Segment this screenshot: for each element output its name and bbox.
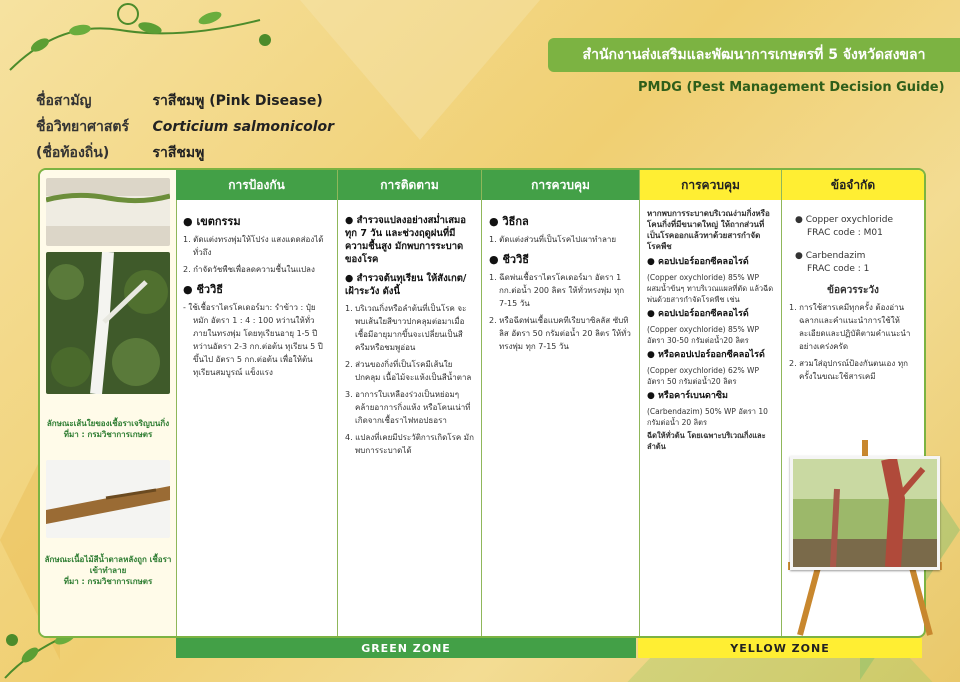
limit-2: ● Carbendazim (795, 251, 866, 261)
caution-item: 1. การใช้สารเคมีทุกครั้ง ต้องอ่านฉลากและคำแนะนำการใช้ให้ละเอียดและปฏิบัติตามคำแนะนำอย่างเคร่งครัด (789, 303, 911, 351)
control-body-yellow (640, 200, 781, 460)
prevention-item: - ใช้เชื้อราไตรโคเดอร์มา: รำข้าว : ปุ๋ยหมัก อัตรา 1 : 4 : 100 หว่านให้ทั่วภายในทรงพุ่ม โดยทุเรียนอายุ 1-5 ปี หว่านอัตรา 2-3 กก.ต่อต้น ทุเรียน 5 ปี ขึ้นไป อัตรา 5 กก.ต่อต้น เพื่อให้ต้นทุเรียนสมบูรณ์ แข็งแรง (183, 303, 323, 377)
limit-2-frac: FRAC code : 1 (807, 264, 870, 274)
control-column-green (482, 170, 640, 636)
monitoring-heading-2: ● สำรวจต้นทุเรียน ให้สังเกต/เฝ้าระวัง ดังนี้ (345, 273, 467, 297)
control-intro: หากพบการระบาดบริเวณง่ามกิ่งหรือโคนกิ่งที่มีขนาดใหญ่ ให้ถากส่วนที่เป็นโรคออกแล้วทาด้วยสารกำจัดโรคพืช (647, 209, 770, 251)
caption-1-source: ที่มา : กรมวิชาการเกษตร (63, 430, 153, 439)
white-branch-photo (46, 252, 170, 394)
caption-1-text: ลักษณะเส้นใยของเชื้อราเจริญบนกิ่ง (46, 419, 170, 428)
green-zone-bar: GREEN ZONE (176, 638, 636, 658)
prevention-heading-2: ● ชีววิธี (183, 283, 223, 296)
monitoring-item: 4. แปลงที่เคยมีประวัติการเกิดโรค มักพบการระบาดได้ (345, 433, 474, 455)
control-item: 1. ฉีดพ่นเชื้อราไตรโคเดอร์มา อัตรา 1 กก.ต่อน้ำ 200 ลิตร ให้ทั่วทรงพุ่ม ทุก 7-15 วัน (489, 273, 625, 308)
brown-wood-photo (46, 460, 170, 538)
photo-caption-2 (44, 554, 172, 587)
control-item: 1. ตัดแต่งส่วนที่เป็นโรคไปเผาทำลาย (489, 235, 617, 244)
prevention-item: 2. กำจัดวัชพืชเพื่อลดความชื้นในแปลง (183, 265, 315, 274)
control-header-yellow: การควบคุม (640, 170, 781, 200)
scientific-name-row (36, 114, 334, 140)
chemical-1-detail: (Copper oxychloride) 85% WP ผสมน้ำข้นๆ ทาบริเวณแผลที่ตัด แล้วฉีดพ่นด้วยสารกำจัดโรคพืช เช่น (647, 273, 774, 304)
caption-2-text: ลักษณะเนื้อไม้สีน้ำตาลหลังถูก เชื้อราเข้าทำลาย (44, 555, 172, 575)
local-name-value: ราสีชมพู (152, 145, 205, 161)
control-column-yellow (640, 170, 782, 636)
diseased-tree-photo (790, 456, 940, 570)
caption-2-source: ที่มา : กรมวิชาการเกษตร (63, 577, 153, 586)
common-name-row (36, 88, 334, 114)
control-note: ฉีดให้ทั่วต้น โดยเฉพาะบริเวณกิ่งและลำต้น (647, 431, 766, 451)
leaf-decoration-icon (0, 0, 280, 80)
local-name-row (36, 140, 334, 166)
scientific-name-label: ชื่อวิทยาศาสตร์ (36, 119, 129, 135)
monitoring-header: การติดตาม (338, 170, 481, 200)
limits-header: ข้อจำกัด (782, 170, 924, 200)
common-name-value: ราสีชมพู (Pink Disease) (152, 93, 323, 109)
monitoring-column (338, 170, 482, 636)
prevention-heading-1: ● เขตกรรม (183, 215, 241, 228)
monitoring-item: 2. ส่วนของกิ่งที่เป็นโรคมีเส้นใยปกคลุม เนื้อไม้จะแห้งเป็นสีน้ำตาล (345, 360, 472, 382)
disease-names (36, 88, 334, 166)
chemical-3: ● หรือคอปเปอร์ออกซีคลอไรด์ (647, 350, 765, 360)
chemical-4-detail: (Carbendazim) 50% WP อัตรา 10 กรัมต่อน้ำ 20 ลิตร (647, 407, 768, 427)
chemical-2-detail: (Copper oxychloride) 85% WP อัตรา 30-50 กรัมต่อน้ำ20 ลิตร (647, 325, 759, 345)
yellow-zone-bar: YELLOW ZONE (638, 638, 922, 658)
photo-column (40, 170, 177, 636)
prevention-item: 1. ตัดแต่งทรงพุ่มให้โปร่ง แสงแดดส่องได้ทั่วถึง (183, 235, 324, 257)
chemical-1: ● คอปเปอร์ออกซีคลอไรด์ (647, 257, 749, 267)
chemical-4: ● หรือคาร์เบนดาซิม (647, 391, 728, 401)
chemical-2: ● คอปเปอร์ออกซีคลอไรด์ (647, 309, 749, 319)
monitoring-item: 1. บริเวณกิ่งหรือลำต้นที่เป็นโรค จะพบเส้นใยสีขาวปกคลุมต่อมาเมื่อเชื้อมีอายุมากขึ้นจะเปลี่ยนเป็นสีครีมหรือชมพูอ่อน (345, 304, 467, 352)
pmdg-title: PMDG (Pest Management Decision Guide) (638, 80, 945, 95)
control-heading-2: ● ชีววิธี (489, 253, 529, 266)
prevention-header: การป้องกัน (176, 170, 337, 200)
control-body-green (482, 200, 639, 365)
mycelium-photo (46, 178, 170, 246)
common-name-label: ชื่อสามัญ (36, 93, 92, 109)
limit-1: ● Copper oxychloride (795, 215, 894, 225)
limit-1-frac: FRAC code : M01 (807, 228, 883, 238)
monitoring-item: 3. อาการใบเหลืองร่วงเป็นหย่อมๆ คล้ายอาการกิ่งแห้ง หรือโคนเน่าที่เกิดจากเชื้อราไฟทอปธอรา (345, 390, 471, 425)
bg-shape (300, 0, 540, 140)
local-name-label: (ชื่อท้องถิ่น) (36, 145, 110, 161)
prevention-body (176, 200, 337, 391)
scientific-name-value: Corticium salmonicolor (152, 119, 335, 135)
prevention-column (176, 170, 338, 636)
caution-item: 2. สวมใส่อุปกรณ์ป้องกันตนเอง ทุกครั้งในขณะใช้สารเคมี (789, 359, 908, 381)
control-header-green: การควบคุม (482, 170, 639, 200)
caution-heading: ข้อควรระวัง (827, 285, 879, 296)
monitoring-heading-1: ● สำรวจแปลงอย่างสม่ำเสมอ ทุก 7 วัน และช่วงฤดูฝนที่มีความชื้นสูง มักพบการระบาดของโรค (345, 215, 467, 265)
office-banner: สำนักงานส่งเสริมและพัฒนาการเกษตรที่ 5 จังหวัดสงขลา (548, 38, 960, 72)
photo-caption-1 (44, 418, 172, 440)
control-heading-1: ● วิธีกล (489, 215, 529, 228)
control-item: 2. หรือฉีดพ่นเชื้อแบคทีเรียบาซิลลัส ซับทิลิส อัตรา 50 กรัมต่อน้ำ 20 ลิตร ให้ทั่วทรงพุ่ม ทุก 7-15 วัน (489, 316, 631, 351)
chemical-3-detail: (Copper oxychloride) 62% WP อัตรา 50 กรัมต่อน้ำ20 ลิตร (647, 366, 759, 386)
limits-body (782, 200, 924, 395)
monitoring-body (338, 200, 481, 469)
